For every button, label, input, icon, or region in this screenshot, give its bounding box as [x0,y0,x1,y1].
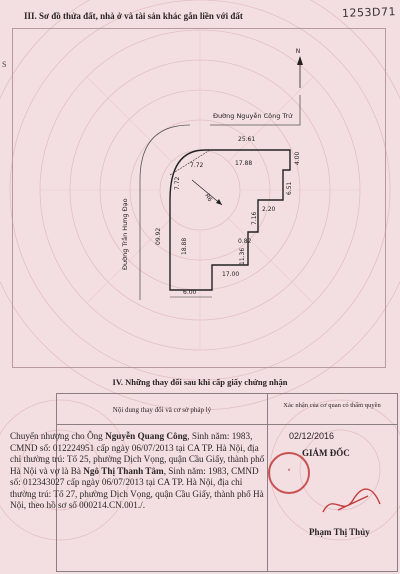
content-part-3: , Sinh năm: 1983, CMND số: 012343027 cấp ngày 06/07/2013 tại CA TP. Hà Nội, địa chỉ thường trú: Tổ 27, phường Dịch Vọng, quận Cầu Giấy, thành phố Hà Nội, theo hồ sơ số 000214.CN.001./. [10,465,264,510]
dim-right-top: 4.00 [294,151,301,165]
official-seal: ★ [268,452,310,494]
handwritten-signature [318,482,388,522]
transfer-content [10,431,270,512]
dim-left-side: 18.88 [181,237,188,255]
content-part-2: , Sinh năm: 1983, CMND số: 012224951 cấp ngày 06/07/2013 tại CA TP. Hà Nội, địa chỉ thường trú: Tổ 25, phường Dịch Vọng, quận Cầu Giấy, thành phố Hà Nội và vợ là Bà [10,431,265,476]
margin-mark: S [2,60,7,69]
dim-inner-top: 17.88 [235,160,253,167]
road-label-top: Đường Nguyễn Công Trứ [213,112,293,120]
director-title: GIÁM ĐỐC [302,448,350,458]
confirmation-date: 02/12/2016 [289,431,335,441]
transferee-name-1: Nguyễn Quang Công [105,431,188,441]
north-label: N [295,48,301,55]
dim-corner-vertical: 7.72 [174,176,181,190]
handwritten-serial-number: 1253D71 [341,5,397,20]
section-3-title: III. Sơ đồ thửa đất, nhà ở và tài sản khác gắn liền với đất [24,11,243,21]
column-header-confirmation: Xác nhận của cơ quan có thẩm quyền [283,402,381,409]
road-boundary-line-left [140,125,190,300]
dim-outer-left: 09.92 [155,227,162,245]
signer-name: Phạm Thị Thủy [309,527,370,537]
radius-arrowhead [216,199,222,205]
dim-bottom: 17.00 [222,271,240,278]
content-part-1: Chuyển nhượng cho Ông [10,431,106,441]
dim-right-mid: 6.51 [286,181,293,195]
transferee-name-2: Ngô Thị Thanh Tâm [83,465,164,476]
dim-radius: R6 [203,192,214,203]
north-arrow-icon [297,56,303,88]
dim-right-low: 11.36 [239,247,246,265]
road-boundary-line [210,95,300,125]
column-header-content: Nội dung thay đổi và cơ sở pháp lý [112,406,212,414]
dim-step-3: 0.82 [238,238,252,245]
dim-top: 25.61 [238,136,256,143]
dim-step-2: 7.16 [251,211,258,225]
section-4-title: IV. Những thay đổi sau khi cấp giấy chứng nhận [112,377,288,387]
header-divider [57,424,397,425]
parcel-outline [170,150,290,290]
dim-bottom-left: 6.00 [183,289,197,296]
dim-step-1: 2.20 [262,206,276,213]
dim-corner-left: 7.72 [190,162,204,169]
road-label-left: Đường Trần Hưng Đạo [121,198,129,270]
